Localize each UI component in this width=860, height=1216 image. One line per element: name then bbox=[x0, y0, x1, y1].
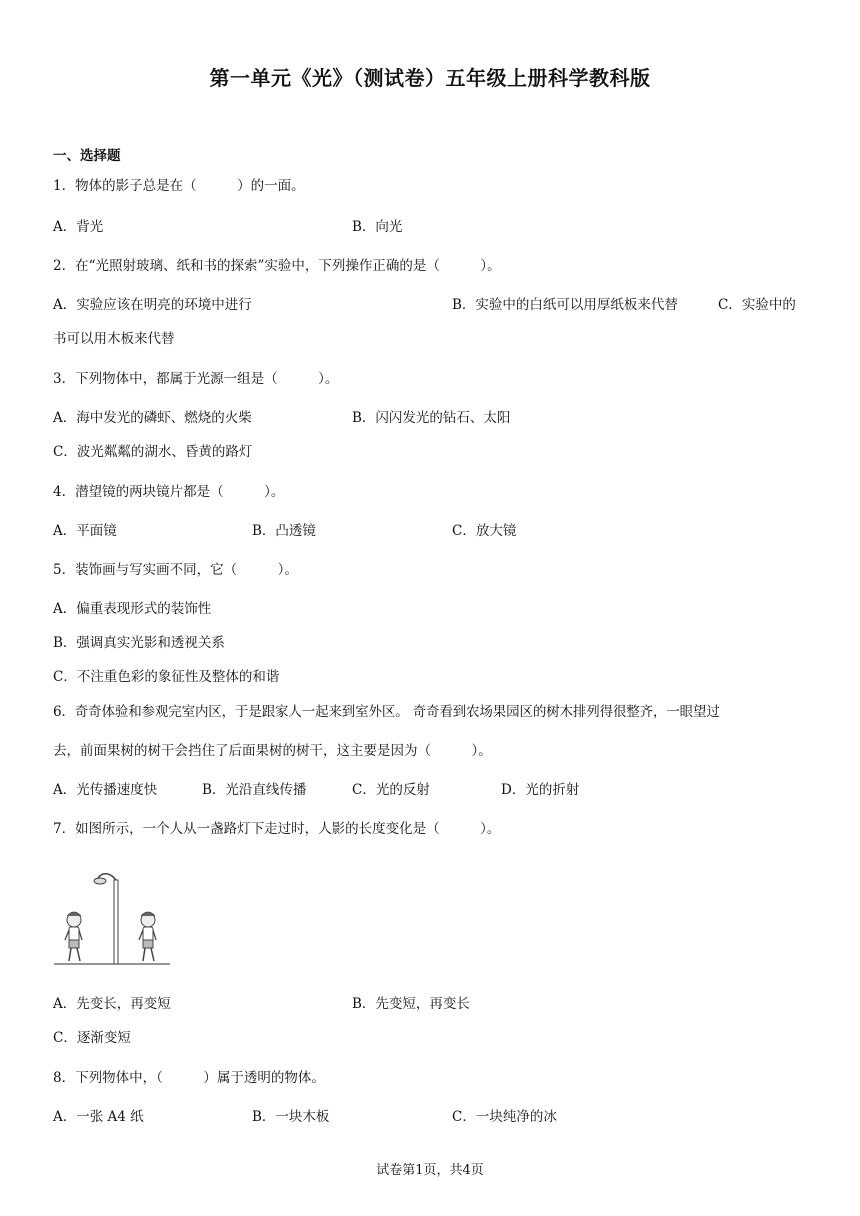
question-3-option-a: A．海中发光的磷虾、燃烧的火柴 bbox=[53, 410, 252, 426]
question-6-option-a: A．光传播速度快 bbox=[53, 782, 158, 798]
question-7-option-a: A．先变长，再变短 bbox=[53, 996, 171, 1012]
question-3-stem: 3．下列物体中，都属于光源一组是（ ）。 bbox=[53, 371, 339, 387]
question-7-option-c: C．逐渐变短 bbox=[53, 1030, 131, 1046]
question-2-stem: 2．在“光照射玻璃、纸和书的探索”实验中，下列操作正确的是（ ）。 bbox=[53, 258, 501, 274]
question-2-option-a: A．实验应该在明亮的环境中进行 bbox=[53, 297, 252, 313]
question-4-option-c: C．放大镜 bbox=[452, 523, 517, 539]
person-left-icon bbox=[65, 912, 82, 961]
section-heading: 一、选择题 bbox=[53, 148, 121, 164]
question-5-option-b: B．强调真实光影和透视关系 bbox=[53, 635, 225, 651]
page-title: 第一单元《光》（测试卷）五年级上册科学教科版 bbox=[209, 66, 651, 90]
question-6-stem-continued: 去，前面果树的树干会挡住了后面果树的树干，这主要是因为（ ）。 bbox=[53, 743, 492, 759]
question-4-stem: 4．潜望镜的两块镜片都是（ ）。 bbox=[53, 484, 285, 500]
question-3-option-b: B．闪闪发光的钻石、太阳 bbox=[352, 410, 511, 426]
question-5-stem: 5．装饰画与写实画不同，它（ ）。 bbox=[53, 562, 298, 578]
question-6-option-c: C．光的反射 bbox=[352, 782, 430, 798]
question-6-option-d: D．光的折射 bbox=[501, 782, 580, 798]
street-lamp-figure bbox=[52, 866, 172, 970]
person-right-icon bbox=[139, 912, 156, 961]
question-8-option-b: B．一块木板 bbox=[252, 1109, 330, 1125]
question-2-option-c-continued: 书可以用木板来代替 bbox=[53, 331, 175, 347]
question-3-option-c: C．波光粼粼的湖水、昏黄的路灯 bbox=[53, 444, 253, 460]
lamp-pole bbox=[114, 880, 118, 964]
question-1-option-a: A．背光 bbox=[53, 219, 104, 235]
question-8-stem: 8．下列物体中，（ ）属于透明的物体。 bbox=[53, 1070, 325, 1086]
question-8-option-c: C．一块纯净的冰 bbox=[452, 1109, 557, 1125]
question-6-stem: 6．奇奇体验和参观完室内区，于是跟家人一起来到室外区。 奇奇看到农场果园区的树木排列得很整齐，一眼望过 bbox=[53, 704, 720, 720]
question-7-option-b: B．先变短，再变长 bbox=[352, 996, 470, 1012]
question-5-option-a: A．偏重表现形式的装饰性 bbox=[53, 601, 212, 617]
question-4-option-b: B．凸透镜 bbox=[252, 523, 316, 539]
question-5-option-c: C．不注重色彩的象征性及整体的和谐 bbox=[53, 669, 280, 685]
question-6-option-b: B．光沿直线传播 bbox=[202, 782, 307, 798]
question-8-option-a: A．一张 A4 纸 bbox=[53, 1109, 144, 1125]
question-1-stem: 1．物体的影子总是在（ ）的一面。 bbox=[53, 178, 305, 194]
page-footer: 试卷第1页，共4页 bbox=[376, 1163, 484, 1178]
question-2-option-b: B．实验中的白纸可以用厚纸板来代替 bbox=[452, 297, 678, 313]
question-2-option-c: C．实验中的 bbox=[718, 297, 796, 313]
lamp-head bbox=[94, 878, 106, 884]
question-4-option-a: A．平面镜 bbox=[53, 523, 117, 539]
question-7-stem: 7．如图所示，一个人从一盏路灯下走过时，人影的长度变化是（ ）。 bbox=[53, 821, 501, 837]
question-1-option-b: B．向光 bbox=[352, 219, 403, 235]
